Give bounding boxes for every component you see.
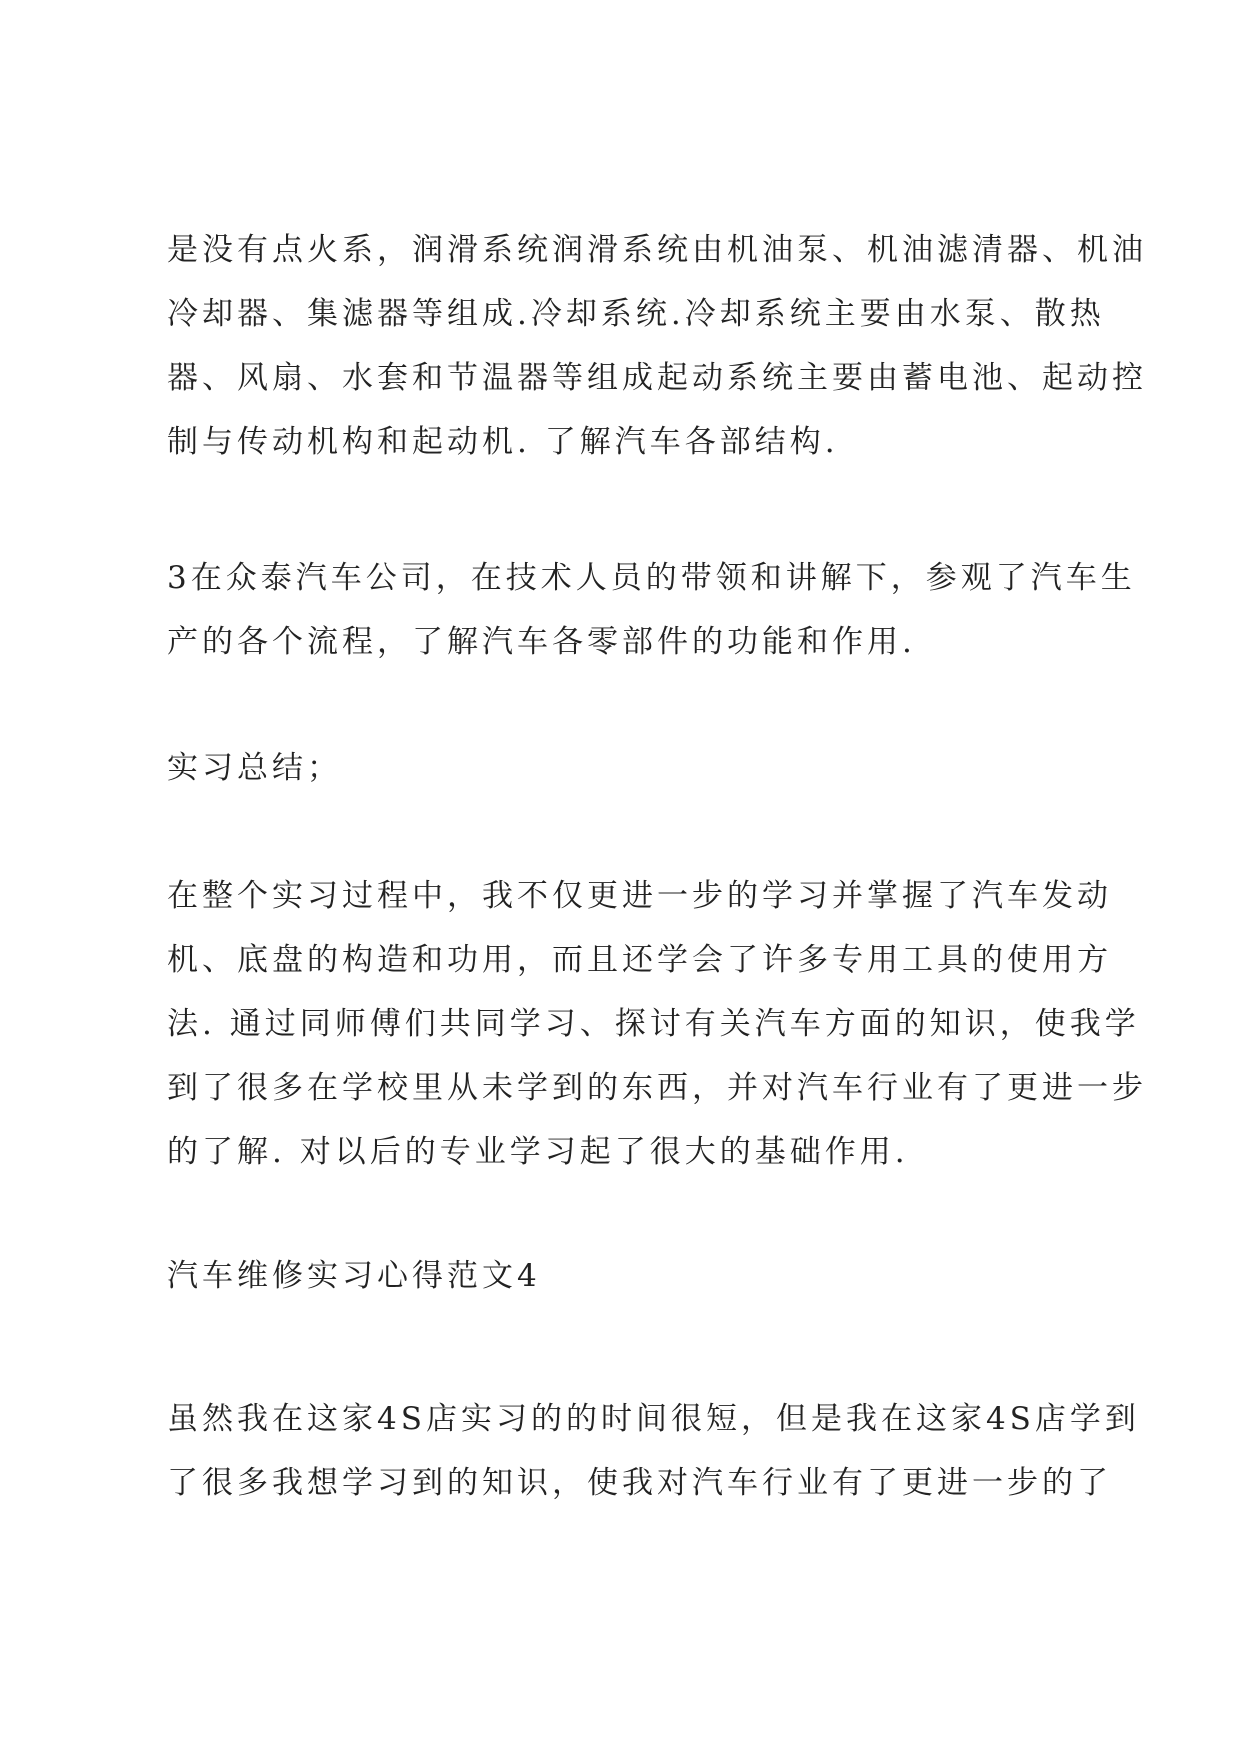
section-heading-internship-summary — [167, 736, 1097, 800]
paragraph-summary — [167, 864, 1147, 1184]
paragraph-engine-systems — [167, 218, 1147, 474]
text-line: 制与传动机构和起动机. 了解汽车各部结构. — [167, 424, 839, 460]
text-line: 法. 通过同师傅们共同学习、探讨有关汽车方面的知识，使我学 — [167, 1006, 1140, 1042]
paragraph-zotye-visit — [167, 546, 1136, 674]
text-line: 产的各个流程，了解汽车各零部件的功能和作用. — [167, 624, 916, 660]
text-line: 是没有点火系，润滑系统润滑系统由机油泵、机油滤清器、机油 — [167, 232, 1147, 268]
paragraph-4s-shop — [167, 1387, 1140, 1515]
text-line: 的了解. 对以后的专业学习起了很大的基础作用. — [167, 1134, 909, 1170]
section-heading: 汽车维修实习心得范文4 — [167, 1258, 541, 1294]
text-line: 在整个实习过程中，我不仅更进一步的学习并掌握了汽车发动 — [167, 878, 1112, 914]
text-line: 3在众泰汽车公司，在技术人员的带领和讲解下，参观了汽车生 — [167, 560, 1136, 596]
text-line: 了很多我想学习到的知识，使我对汽车行业有了更进一步的了 — [167, 1465, 1112, 1501]
text-line: 器、风扇、水套和节温器等组成起动系统主要由蓄电池、起动控 — [167, 360, 1147, 396]
section-heading: 实习总结； — [167, 750, 342, 786]
text-line: 虽然我在这家4S店实习的的时间很短，但是我在这家4S店学到 — [167, 1401, 1140, 1437]
text-line: 冷却器、集滤器等组成.冷却系统.冷却系统主要由水泵、散热 — [167, 296, 1105, 332]
text-line: 机、底盘的构造和功用，而且还学会了许多专用工具的使用方 — [167, 942, 1112, 978]
text-line: 到了很多在学校里从未学到的东西，并对汽车行业有了更进一步 — [167, 1070, 1147, 1106]
section-heading-sample-4 — [167, 1244, 1097, 1308]
